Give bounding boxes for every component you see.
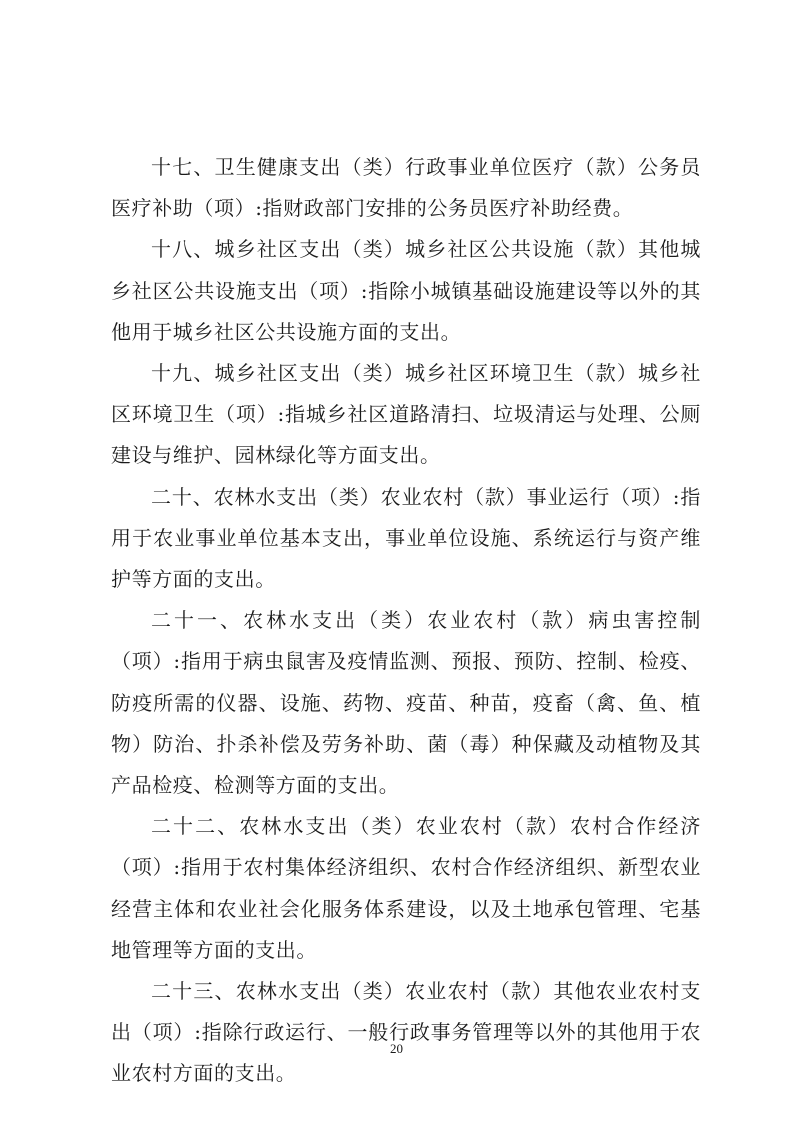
document-body xyxy=(111,147,701,1095)
paragraph-19: 十九、城乡社区支出（类）城乡社区环境卫生（款）城乡社区环境卫生（项）:指城乡社区道路清扫、垃圾清运与处理、公厕建设与维护、园林绿化等方面支出。 xyxy=(111,361,701,468)
paragraph-18: 十八、城乡社区支出（类）城乡社区公共设施（款）其他城乡社区公共设施支出（项）:指除小城镇基础设施建设等以外的其他用于城乡社区公共设施方面的支出。 xyxy=(111,237,701,344)
paragraph-22: 二十二、农林水支出（类）农业农村（款）农村合作经济（项）:指用于农村集体经济组织、农村合作经济组织、新型农业经营主体和农业社会化服务体系建设，以及土地承包管理、宅基地管理等方面的支出。 xyxy=(111,814,701,962)
page-number: 20 xyxy=(390,1041,403,1056)
paragraph-23: 二十三、农林水支出（类）农业农村（款）其他农业农村支出（项）:指除行政运行、一般行政事务管理等以外的其他用于农业农村方面的支出。 xyxy=(111,979,701,1086)
paragraph-20: 二十、农林水支出（类）农业农村（款）事业运行（项）:指用于农业事业单位基本支出，事业单位设施、系统运行与资产维护等方面的支出。 xyxy=(111,484,701,592)
paragraph-17: 十七、卫生健康支出（类）行政事业单位医疗（款）公务员医疗补助（项）:指财政部门安排的公务员医疗补助经费。 xyxy=(111,155,701,221)
paragraph-21: 二十一、农林水支出（类）农业农村（款）病虫害控制（项）:指用于病虫鼠害及疫情监测、预报、预防、控制、检疫、防疫所需的仪器、设施、药物、疫苗、种苗，疫畜（禽、鱼、植物）防治、扑杀补偿及劳务补助、菌（毒）种保藏及动植物及其产品检疫、检测等方面的支出。 xyxy=(111,608,701,798)
